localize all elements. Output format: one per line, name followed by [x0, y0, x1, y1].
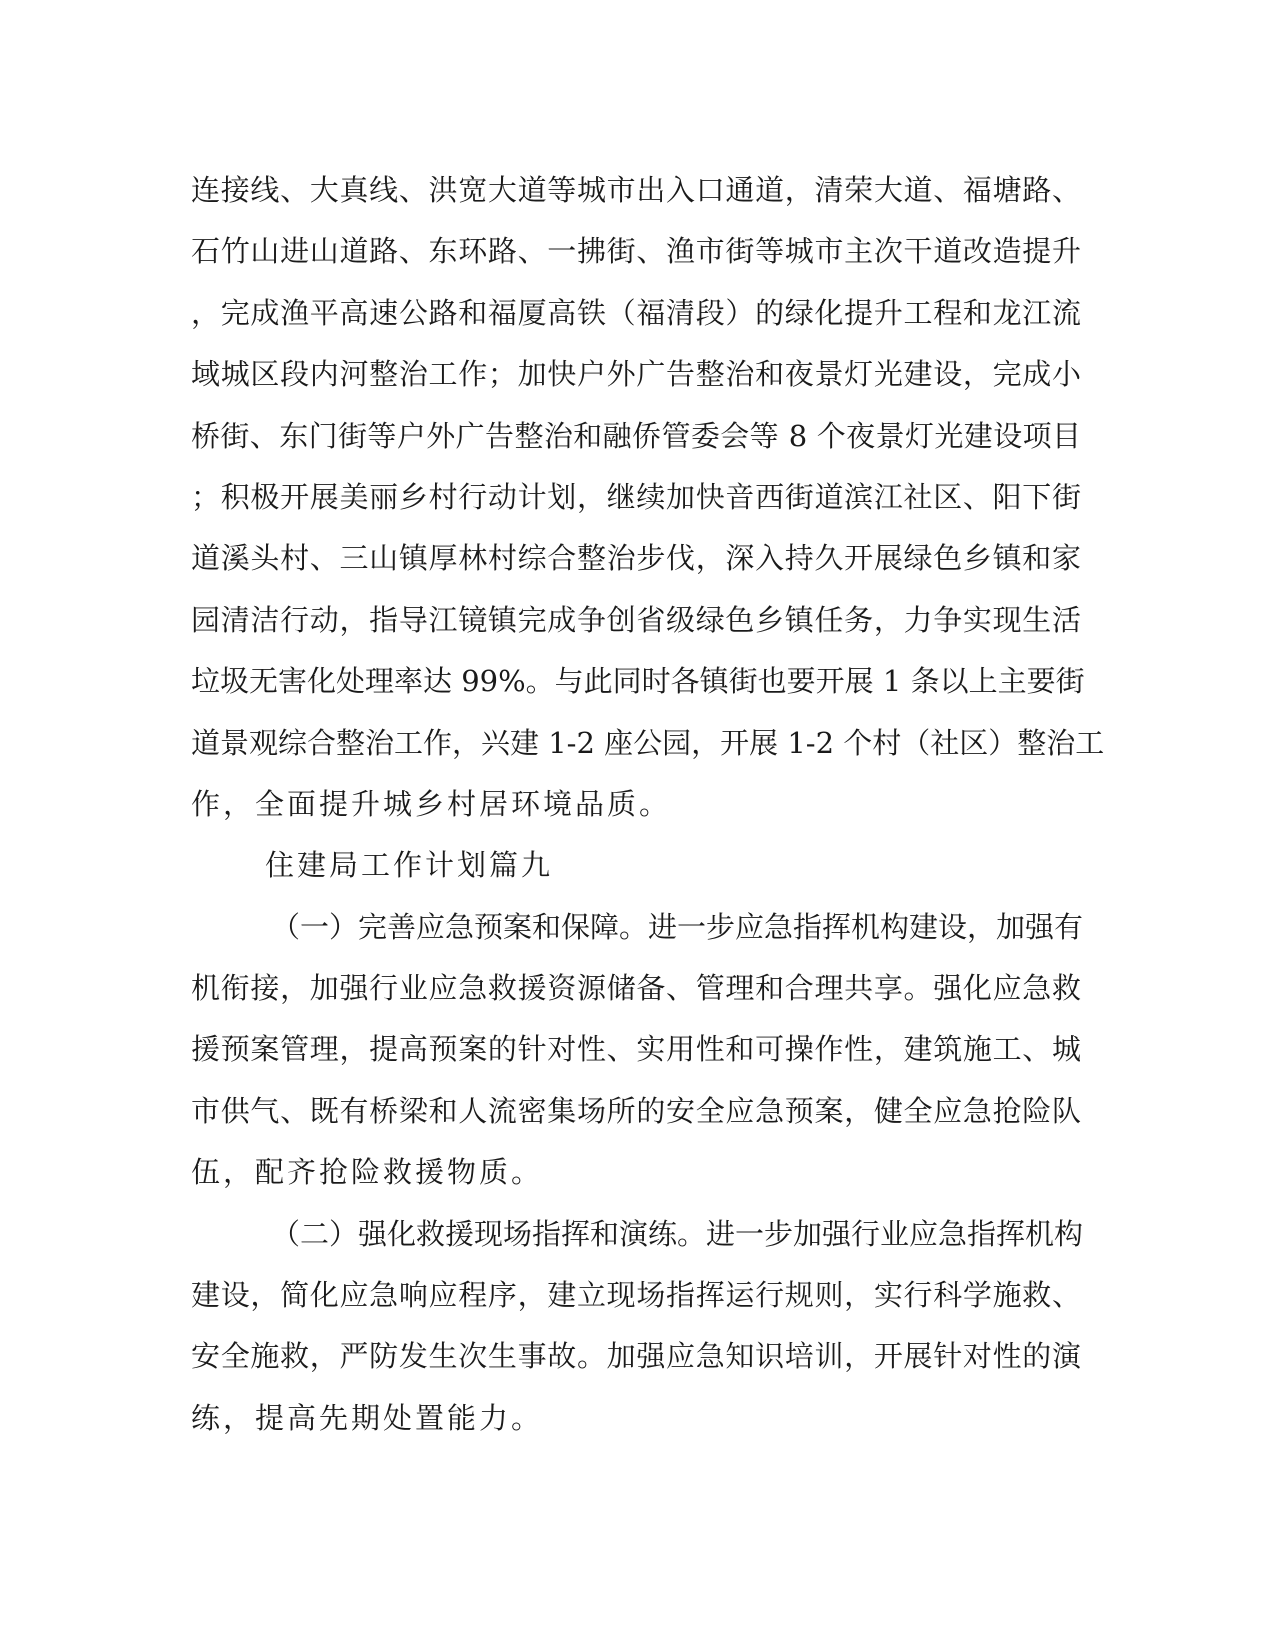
text-line: 桥街、东门街等户外广告整治和融侨管委会等 8 个夜景灯光建设项目 [191, 418, 1081, 453]
text-line: 园清洁行动，指导江镜镇完成争创省级绿色乡镇任务，力争实现生活 [191, 602, 1081, 637]
paragraph-1 [191, 160, 1105, 835]
text-line: 垃圾无害化处理率达 99%。与此同时各镇街也要开展 1 条以上主要街 [191, 664, 1085, 699]
text-line: 建设，简化应急响应程序，建立现场指挥运行规则，实行科学施救、 [191, 1278, 1081, 1313]
text-line: 援预案管理，提高预案的针对性、实用性和可操作性，建筑施工、城 [191, 1032, 1081, 1067]
text-line: 石竹山进山道路、东环路、一拂街、渔市街等城市主次干道改造提升 [191, 234, 1081, 269]
text-line: （二）强化救援现场指挥和演练。进一步加强行业应急指挥机构 [271, 1216, 1084, 1251]
text-line: 机衔接，加强行业应急救援资源储备、管理和合理共享。强化应急救 [191, 971, 1081, 1006]
text-line: 练，提高先期处置能力。 [191, 1400, 544, 1435]
text-line: 道景观综合整治工作，兴建 1-2 座公园，开展 1-2 个村（社区）整治工 [191, 725, 1105, 760]
text-line: 安全施救，严防发生次生事故。加强应急知识培训，开展针对性的演 [191, 1339, 1081, 1374]
text-line: 域城区段内河整治工作；加快户外广告整治和夜景灯光建设，完成小 [191, 357, 1081, 392]
text-line: （一）完善应急预案和保障。进一步应急指挥机构建设，加强有 [271, 909, 1084, 944]
paragraph-3 [191, 1204, 1084, 1450]
text-line: 连接线、大真线、洪宽大道等城市出入口通道，清荣大道、福塘路、 [191, 173, 1081, 207]
section-heading: 住建局工作计划篇九 [265, 848, 554, 883]
text-line: 道溪头村、三山镇厚林村综合整治步伐，深入持久开展绿色乡镇和家 [191, 541, 1081, 576]
text-line: 市供气、既有桥梁和人流密集场所的安全应急预案，健全应急抢险队 [191, 1093, 1081, 1128]
document-body [191, 160, 1105, 1449]
text-line: ；积极开展美丽乡村行动计划，继续加快音西街道滨江社区、阳下街 [191, 479, 1081, 514]
text-line: 伍，配齐抢险救援物质。 [191, 1155, 544, 1190]
paragraph-2 [191, 897, 1084, 1204]
text-line: 作，全面提升城乡村居环境品质。 [191, 786, 672, 821]
text-line: ，完成渔平高速公路和福厦高铁（福清段）的绿化提升工程和龙江流 [191, 295, 1081, 330]
